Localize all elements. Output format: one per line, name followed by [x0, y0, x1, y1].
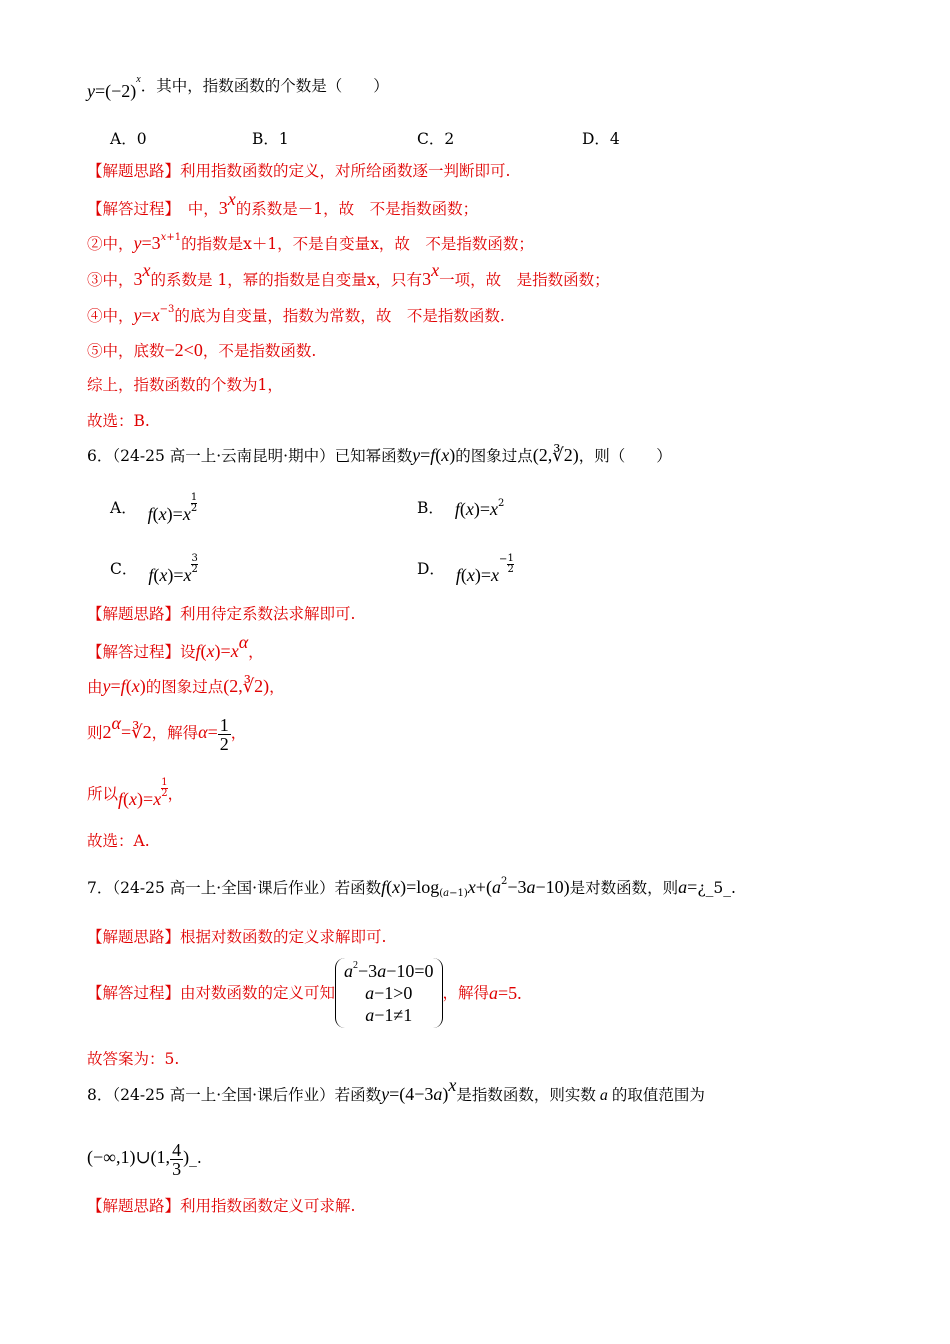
q5-option-a: A．0 — [110, 130, 147, 148]
idea-tag: 【解题思路】 — [87, 1197, 181, 1215]
q6-option-b: B． $f(x)=x^2$ — [417, 498, 505, 519]
option-label: B． — [417, 499, 444, 517]
q6-option-a: A． f(x)=x $\frac{1}{2}$ — [110, 492, 198, 524]
q6-process-3: 则$2^\alpha=∛2$，解得α= $\frac{1}{2}$ ， — [87, 713, 247, 754]
q7-process: 【解答过程】由对数函数的定义可知 $a^2-3a-10=0$ a−1>0 a−1≠1 ，解得a=5. — [87, 958, 522, 1028]
process-text: ④中， — [87, 307, 134, 325]
question-number: 7． — [87, 879, 113, 897]
q8-stem: 8．（24-25 高一上·全国·课后作业）若函数$y=(4-3a)^x$是指数函数，则实数 a 的取值范围为 — [87, 1075, 705, 1104]
process-text: x，故 不是指数函数； — [370, 235, 534, 253]
process-text: x＋1，不是自变量 — [243, 235, 371, 253]
q5-process-5: ⑤中，底数−2<0，不是指数函数. — [87, 340, 317, 360]
q6-process-2: 由y=f(x)的图象过点(2,∛2)， — [87, 676, 285, 696]
idea-tag: 【解题思路】 — [87, 162, 181, 180]
process-text: ，解得 — [151, 724, 199, 742]
answer-blank: ¿_5_. — [697, 879, 736, 897]
process-text: 的底为自变量，指数为常数，故 不是指数函数. — [174, 307, 505, 325]
q5-process-2: ②中，$y=3^{x+1}$的指数是x＋1，不是自变量x，故 不是指数函数； — [87, 232, 534, 253]
q6-option-c: C． f(x)=x $\frac{3}{2}$ — [110, 553, 198, 585]
question-text: ，则（ ） — [578, 447, 672, 465]
q5-process-1: 【解答过程】 中，3$^x$的系数是－1，故 不是指数函数； — [87, 189, 479, 218]
q7-answer: 故答案为：5. — [87, 1050, 180, 1068]
q5-answer: 故选：B. — [87, 412, 150, 430]
q5-process-4: ④中，$y=x^{-3}$的底为自变量，指数为常数，故 不是指数函数. — [87, 304, 505, 325]
process-tag: 【解答过程】 — [87, 200, 173, 218]
process-text: 由对数函数的定义可知 — [180, 984, 336, 1002]
q5-item-5-line: $y=(-2)^x$．其中，指数函数的个数是（ ） — [87, 74, 389, 101]
process-text: 的图象过点 — [145, 678, 224, 696]
question-text: 是指数函数，则实数 — [456, 1086, 596, 1104]
process-text: 由 — [87, 678, 103, 696]
q6-process-4: 所以f(x)=x $\frac{1}{2}$ ， — [87, 777, 184, 809]
q5-process-3: ③中，3$^x$的系数是 1，幂的指数是自变量x，只有3$^x$一项，故 是指数函数； — [87, 260, 610, 289]
option-label: C． — [110, 560, 138, 578]
idea-text: 利用待定系数法求解即可. — [180, 605, 356, 623]
q6-stem: 6．（24-25 高一上·云南昆明·期中）已知幂函数y=f(x)的图象过点(2,∛2)，则（ ） — [87, 445, 672, 465]
question-number: 6． — [87, 447, 113, 465]
q8-answer-line: (−∞,1)∪(1, $\frac{4}{3}$ )_. — [87, 1139, 202, 1179]
question-text: 的取值范围为 — [611, 1086, 705, 1104]
q7-stem: 7．（24-25 高一上·全国·课后作业）若函数$f(x)=\log_{(a-1)}x+(a^2-3a-10)$是对数函数，则a=¿_5_. — [87, 876, 736, 899]
question-source: （24-25 高一上·云南昆明·期中）已知幂函数 — [112, 447, 413, 465]
equation-system: $a^2-3a-10=0$ a−1>0 a−1≠1 — [335, 958, 442, 1028]
q5-option-b: B．1 — [252, 130, 289, 148]
q8-solution-idea — [87, 1195, 355, 1217]
option-label: D． — [417, 560, 445, 578]
idea-tag: 【解题思路】 — [87, 605, 181, 623]
process-text: 一项，故 是指数函数； — [439, 271, 610, 289]
process-text: 则 — [87, 724, 103, 742]
q6-option-d: D． f(x)=x− $\frac{1}{2}$ — [417, 553, 514, 585]
process-text: 所以 — [87, 785, 119, 803]
q5-option-d: D．4 — [582, 130, 620, 148]
answer-blank: _. — [189, 1149, 202, 1167]
q6-answer: 故选：A. — [87, 832, 150, 850]
q5-option-c: C．2 — [417, 130, 455, 148]
idea-tag: 【解题思路】 — [87, 928, 181, 946]
process-text: 中， — [172, 200, 219, 218]
process-text: 的指数是 — [181, 235, 244, 253]
process-text: x，只有 — [366, 271, 423, 289]
process-text: ，解得 — [442, 984, 490, 1002]
question-text: 是对数函数，则 — [569, 879, 679, 897]
question-number: 8． — [87, 1086, 113, 1104]
process-tag: 【解答过程】 — [87, 643, 181, 661]
option-label: A． — [110, 499, 137, 517]
process-text: ，不是指数函数. — [202, 342, 317, 360]
question-source: （24-25 高一上·全国·课后作业）若函数 — [112, 879, 382, 897]
process-text: ③中， — [87, 271, 134, 289]
q6-process-1: 【解答过程】设$f(x)=x^\alpha$， — [87, 632, 264, 661]
q5-summary: 综上，指数函数的个数为1， — [87, 376, 283, 394]
q7-solution-idea — [87, 926, 386, 948]
question-source: （24-25 高一上·全国·课后作业）若函数 — [112, 1086, 382, 1104]
process-text: 设 — [180, 643, 196, 661]
question-text: 的图象过点 — [455, 447, 533, 465]
process-text: ⑤中，底数 — [87, 342, 165, 360]
q5-stem-tail: ．其中，指数函数的个数是（ ） — [140, 77, 389, 95]
process-text: 的系数是－1，故 不是指数函数； — [235, 200, 479, 218]
process-text: 的系数是 1，幂的指数是自变量 — [150, 271, 367, 289]
process-tag: 【解答过程】 — [87, 984, 181, 1002]
process-text: ②中， — [87, 235, 134, 253]
idea-text: 根据对数函数的定义求解即可. — [180, 928, 387, 946]
q6-solution-idea — [87, 603, 355, 625]
q5-solution-idea — [87, 160, 510, 182]
idea-text: 利用指数函数定义可求解. — [180, 1197, 356, 1215]
idea-text: 利用指数函数的定义，对所给函数逐一判断即可. — [180, 162, 511, 180]
